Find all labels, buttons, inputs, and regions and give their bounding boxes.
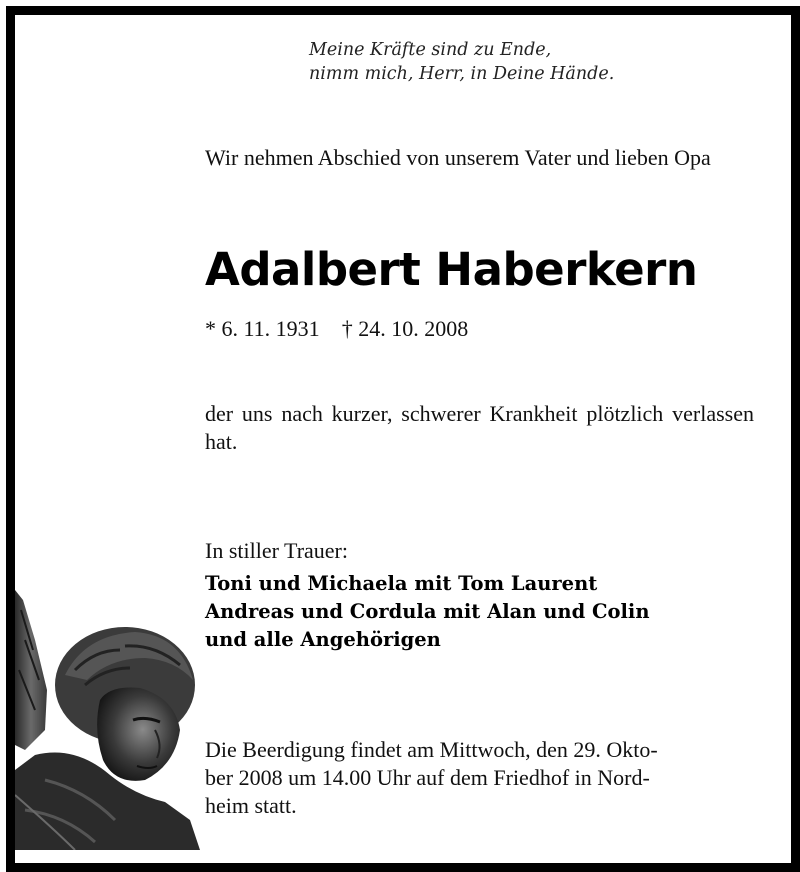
motto-line-1: Meine Kräfte sind zu Ende, bbox=[309, 40, 552, 60]
funeral-notice bbox=[205, 736, 754, 820]
motto-line-2: nimm mich, Herr, in Deine Hände. bbox=[309, 64, 615, 84]
intro-text: Wir nehmen Abschied von unserem Vater und lieben Opa bbox=[205, 145, 711, 170]
funeral-line-3: heim statt. bbox=[205, 793, 297, 818]
death-date: † 24. 10. 2008 bbox=[341, 316, 469, 341]
mourner-line: Andreas und Cordula mit Alan und Colin bbox=[205, 600, 650, 623]
life-dates bbox=[205, 315, 468, 343]
mourner-line: Toni und Michaela mit Tom Laurent bbox=[205, 572, 598, 595]
motto-verse bbox=[309, 38, 614, 86]
angel-statue-icon bbox=[15, 580, 200, 850]
mourners-list bbox=[205, 570, 650, 654]
deceased-name: Adalbert Haberkern bbox=[205, 243, 698, 296]
cause-text: der uns nach kurzer, schwerer Krankheit plötzlich verlassen hat. bbox=[205, 401, 754, 454]
funeral-line-1: Die Beerdigung findet am Mittwoch, den 29. Okto- bbox=[205, 737, 658, 762]
funeral-line-2: ber 2008 um 14.00 Uhr auf dem Friedhof in Nord- bbox=[205, 765, 650, 790]
mourner-line: und alle Angehörigen bbox=[205, 628, 441, 651]
birth-date: * 6. 11. 1931 bbox=[205, 316, 320, 341]
mourners-label: In stiller Trauer: bbox=[205, 538, 348, 563]
